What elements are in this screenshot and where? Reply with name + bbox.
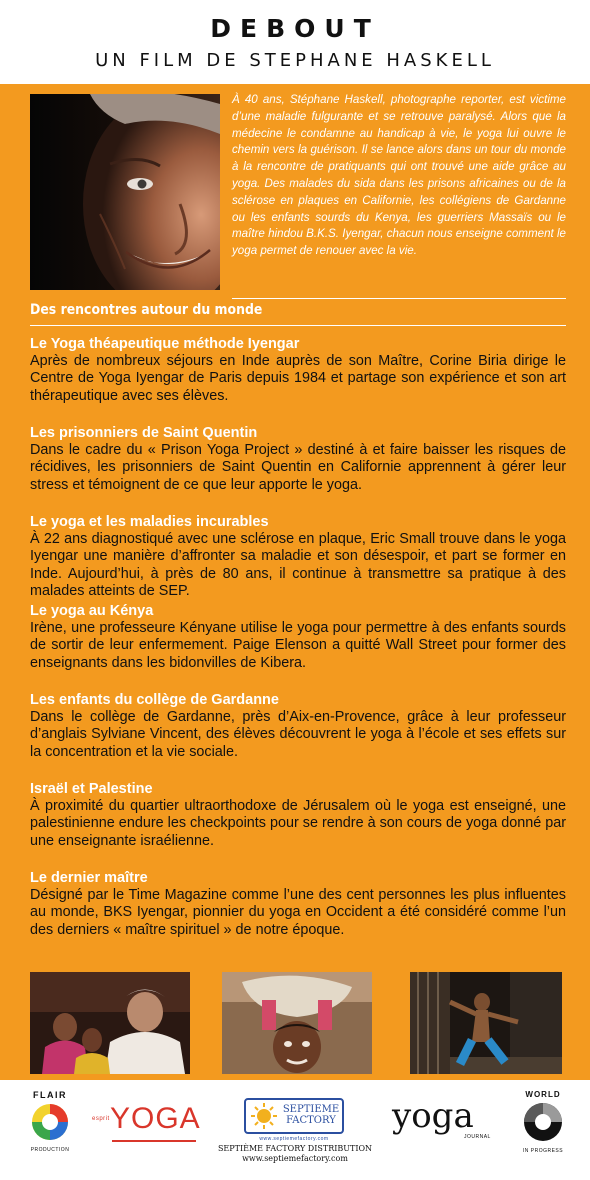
world-in-progress-icon xyxy=(522,1101,564,1143)
septieme-url-small: www.septiemefactory.com xyxy=(259,1136,329,1142)
distribution-credit xyxy=(200,1144,390,1164)
entry-body: À proximité du quartier ultraorthodoxe de Jérusalem où le yoga est enseigné, une palestinienne endure les checkpoints pour se rendre à son cours de yoga donné par une enseignante israélienne. xyxy=(30,798,567,849)
entry-title: Le dernier maître xyxy=(30,870,148,886)
septieme-factory-logo xyxy=(244,1098,344,1134)
yoga-journal-small: JOURNAL xyxy=(464,1134,491,1140)
footer-logos xyxy=(0,1080,590,1180)
entry-body: À 22 ans diagnostiqué avec une sclérose en plaque, Eric Small trouve dans le yoga Iyengar une manière d’affronter sa maladie et son désespoir, et part se former en Inde. Aujourd’hui, à près de 80 ans, il continue à transmettre sa pratique à des malades atteints de SEP. xyxy=(30,531,566,600)
yoga-journal-brand: yoga xyxy=(392,1096,474,1136)
flair-production-logo xyxy=(26,1090,74,1160)
film-title: DEBOUT xyxy=(210,14,380,43)
film-subtitle: UN FILM DE STEPHANE HASKELL xyxy=(95,50,495,71)
intro-divider xyxy=(232,298,566,299)
world-in-progress-label: IN PROGRESS xyxy=(522,1148,564,1154)
flair-production-label: PRODUCTION xyxy=(30,1147,70,1153)
entry-title: Israël et Palestine xyxy=(30,781,153,797)
content-panel xyxy=(0,84,590,1080)
photo-prison xyxy=(410,972,562,1074)
entry-body: Irène, une professeure Kényane utilise le yoga pour permettre à des enfants sourds de sortir de leur enfermement. Paige Elenson a quitté Wall Street pour former des enseignants dans les bidonvilles de Kibera. xyxy=(30,620,566,671)
distribution-name: SEPTIÈME FACTORY DISTRIBUTION xyxy=(217,1144,373,1153)
list-item xyxy=(30,425,566,514)
list-item xyxy=(30,781,566,870)
septieme-sun-icon xyxy=(250,1102,278,1130)
entry-title: Le yoga et les maladies incurables xyxy=(30,514,269,530)
world-in-progress-logo xyxy=(518,1090,568,1162)
entry-title: Les enfants du collège de Gardanne xyxy=(30,692,279,708)
flair-label: FLAIR xyxy=(33,1090,67,1100)
list-item xyxy=(30,870,566,959)
entry-title: Le yoga au Kénya xyxy=(30,603,154,619)
section-heading: Des rencontres autour du monde xyxy=(30,302,263,318)
entry-body: Désigné par le Time Magazine comme l’une des cent personnes les plus influentes au monde, BKS Iyengar, pionnier du yoga en Occident a été considéré comme l’un des derniers « maître spirituel » de notre époque. xyxy=(30,887,566,938)
flair-logo-icon xyxy=(30,1102,70,1142)
photo-strip xyxy=(0,972,590,1074)
photo-backbend xyxy=(222,972,372,1074)
list-item xyxy=(30,692,566,781)
yoga-esprit-logo xyxy=(92,1102,202,1152)
portrait-photo xyxy=(30,94,220,290)
yoga-brand-text: YOGA xyxy=(110,1102,201,1135)
septieme-logo-text: SEPTIEME FACTORY xyxy=(282,1104,340,1126)
list-item xyxy=(30,514,566,603)
yoga-underline xyxy=(112,1140,196,1142)
photo-master xyxy=(30,972,190,1074)
list-item xyxy=(30,603,566,692)
intro-text: À 40 ans, Stéphane Haskell, photographe reporter, est victime d’une maladie fulgurante et se retrouve paralysé. Alors que la médecine le condamne au handicap à vie, le yoga lui ouvre le chemin vers la guérison. Il se lance alors dans un tour du monde à la rencontre de pratiquants qui ont trouvé une aide grâce au yoga. Des malades du sida dans les prisons africaines ou de la sclérose en plaques en Californie, les collégiens de Gardanne ou les enfants sourds du Kenya, les guerriers Massaïs ou le maître hindou B.K.S. Iyengar, chacun nous enseigne comment le yoga permet de renouer avec la vie. xyxy=(232,93,566,258)
entry-body: Dans le cadre du « Prison Yoga Project » destiné à et faire baisser les risques de récidives, les prisonniers de Saint Quentin en Californie apprennent à gérer leur stress et témoignent de ce que leur apporte le yoga. xyxy=(30,442,566,493)
section-divider xyxy=(30,325,566,326)
entry-title: Le Yoga théapeutique méthode Iyengar xyxy=(30,336,300,352)
entry-body: Après de nombreux séjours en Inde auprès de son Maître, Corine Biria dirige le Centre de Yoga Iyengar de Paris depuis 1984 et partage son expérience et son art thérapeutique avec ses élèves. xyxy=(30,353,566,404)
world-label: WORLD xyxy=(525,1090,561,1099)
yoga-esprit-small: esprit xyxy=(92,1116,110,1122)
entry-title: Les prisonniers de Saint Quentin xyxy=(30,425,258,441)
entries-list xyxy=(30,336,566,959)
distribution-url: www.septiemefactory.com xyxy=(242,1154,348,1163)
yoga-journal-logo xyxy=(392,1096,492,1146)
header xyxy=(0,0,590,84)
list-item xyxy=(30,336,566,425)
entry-body: Dans le collège de Gardanne, près d’Aix-en-Provence, grâce à leur professeur d’anglais Sylviane Vincent, des élèves découvrent le yoga à l’école et ses effets sur la concentration et la vie sociale. xyxy=(30,709,566,760)
